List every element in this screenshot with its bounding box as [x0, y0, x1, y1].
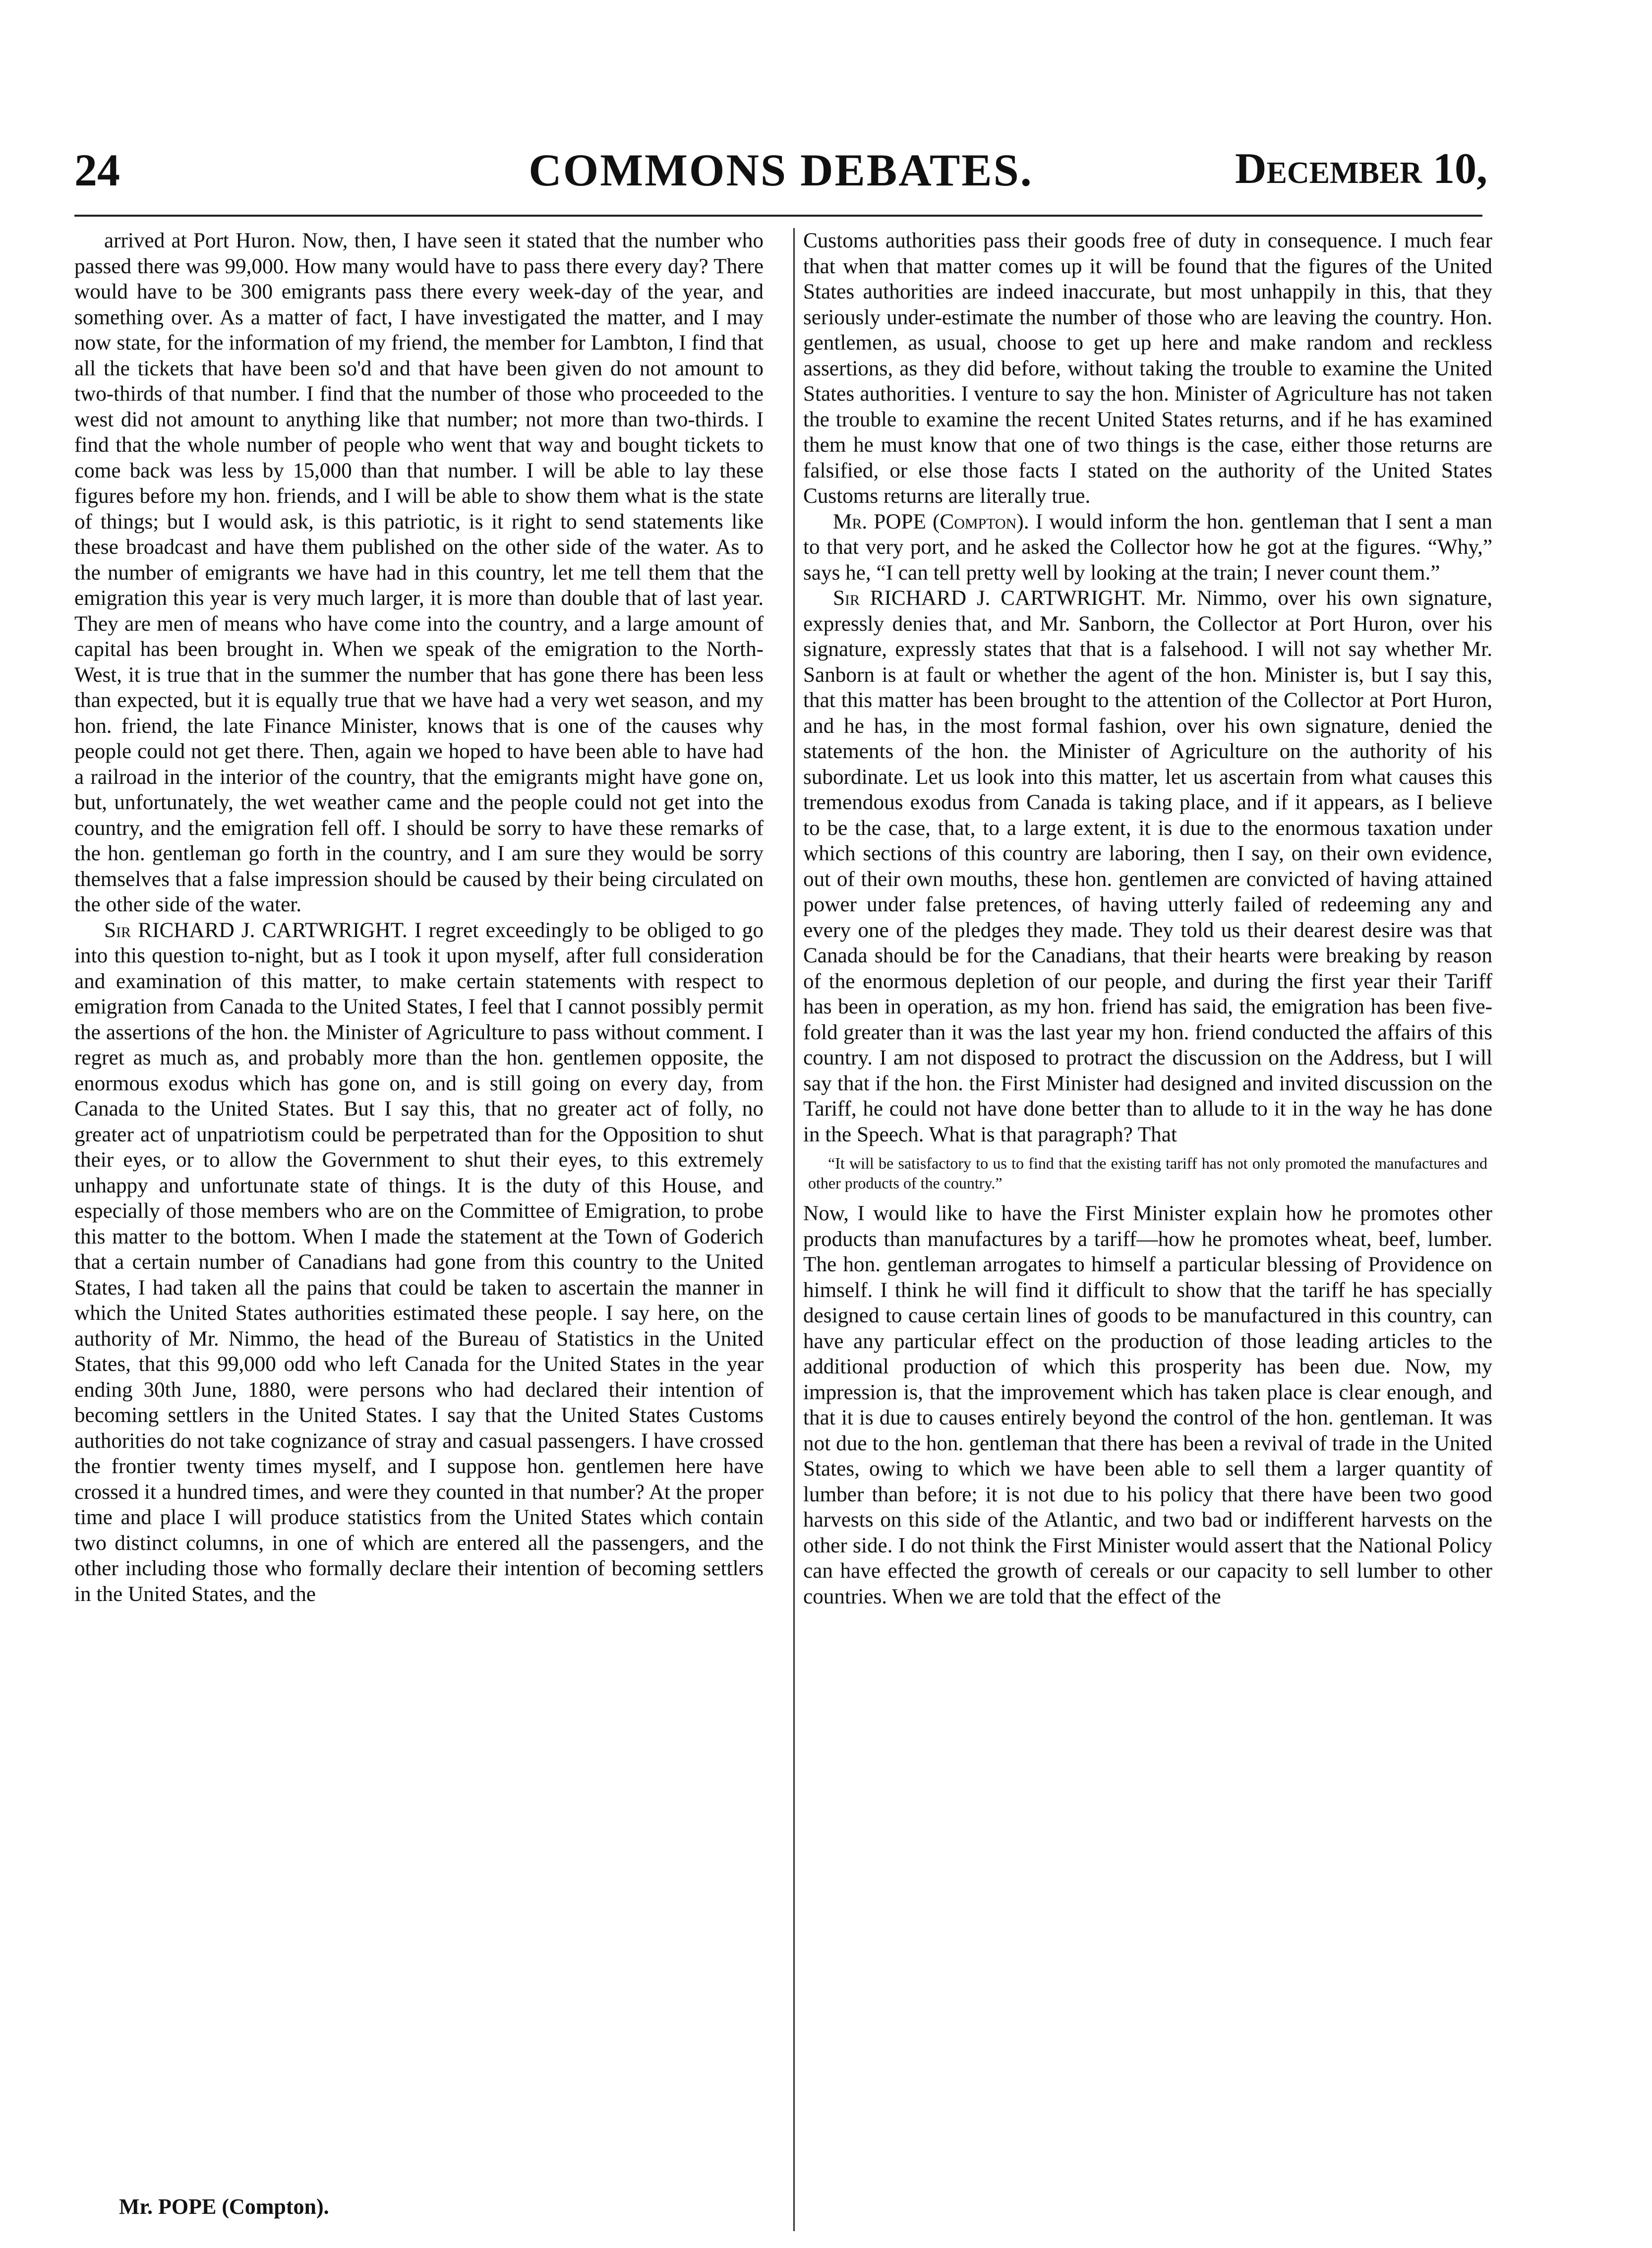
- column-divider: [793, 228, 795, 2231]
- speech-text: I would inform the hon. gentleman that I sent a man to that very port, and he asked the Collector how he got at the figures. “Why,” says he, “I can tell pretty well by looking at the train; I never count them.”: [803, 510, 1492, 585]
- paragraph: Now, I would like to have the First Minister explain how he promotes other products than manufactures by a tariff—how he promotes wheat, beef, lumber. The hon. gentleman arrogates to himself a particular blessing of Providence on himself. I think he will find it difficult to show that the tariff he has specially designed to cause certain lines of goods to be manufactured in this country, can have any particular effect on the production of those leading articles to the additional production of which this prosperity has been due. Now, my impression is, that the improvement which has taken place is clear enough, and that it is due to causes entirely beyond the control of the hon. gentleman. It was not due to the hon. gentleman that there has been a revival of trade in the United States, owing to which we have been able to sell them a larger quantity of lumber than before; it is not due to his policy that there have been two good harvests on this side of the Atlantic, and two bad or indifferent harvests on the other side. I do not think the First Minister would assert that the National Policy can have effected the growth of cereals or our capacity to sell lumber to other countries. When we are told that the effect of the: [803, 1202, 1492, 1608]
- page-number: 24: [74, 145, 120, 195]
- paragraph: Customs authorities pass their goods free of duty in consequence. I much fear that when that matter comes up it will be found that the figures of the United States authorities are indeed inaccurate, but most unhappily in this, that they seriously under-estimate the number of those who are leaving the country. Hon. gentlemen, as usual, choose to get up here and make random and reckless assertions, as they did before, without taking the trouble to examine the United States authorities. I venture to say the hon. Minister of Agriculture has not taken the trouble to examine the recent United States returns, and if he has examined them he must know that one of two things is the case, either those returns are falsified, or else those facts I stated on the authority of the United States Customs returns are literally true.: [803, 229, 1492, 508]
- right-column: [803, 228, 1492, 1609]
- speaker-name: Sir RICHARD J. CARTWRIGHT.: [104, 918, 408, 942]
- speaker-name: Mr. POPE (Compton).: [833, 510, 1029, 533]
- speech-text: I regret exceedingly to be obliged to go into this question to-night, but as I took it upon myself, after full consideration and examination of this matter, to make certain statements with respect to emigration from Canada to the United States, I feel that I cannot possibly permit the assertions of the hon. the Minister of Agriculture to pass without comment. I regret as much as, and probably more than the hon. gentlemen opposite, the enormous exodus which has gone on, and is still going on every day, from Canada to the United States. But I say this, that no greater act of folly, no greater act of unpatriotism could be perpetrated than for the Opposition to shut their eyes, or to allow the Government to shut their eyes, to this extremely unhappy and unfortunate state of things. It is the duty of this House, and especially of those members who are on the Committee of Emigration, to probe this matter to the bottom. When I made the statement at the Town of Goderich that a certain number of Canadians had gone from this country to the United States, I had taken all the pains that could be taken to ascertain the manner in which the United States authorities estimated these people. I say here, on the authority of Mr. Nimmo, the head of the Bureau of Statistics in the United States, that this 99,000 odd who left Canada for the United States in the year ending 30th June, 1880, were persons who had declared their intention of becoming settlers in the United States. I say that the United States Customs authorities do not take cognizance of stray and casual passengers. I have crossed the frontier twenty times myself, and I suppose hon. gentlemen here have crossed it a hundred times, and were they counted in that number? At the proper time and place I will produce statistics from the United States which contain two distinct columns, in one of which are entered all the passengers, and the other including those who formally declare their intention of becoming settlers in the United States, and the: [74, 918, 764, 1606]
- left-column: [74, 228, 764, 1607]
- header-date: December 10,: [1235, 145, 1487, 193]
- speech-paragraph: [74, 918, 764, 1607]
- footer-speaker-name: Mr. POPE (Compton).: [119, 2194, 329, 2219]
- page-header: [74, 144, 1487, 203]
- header-rule: [74, 215, 1482, 217]
- block-quote: “It will be satisfactory to us to find that the existing tariff has not only promoted the manufactures and other products of the country.”: [808, 1154, 1487, 1192]
- paragraph: arrived at Port Huron. Now, then, I have seen it stated that the number who passed there was 99,000. How many would have to pass there every day? There would have to be 300 emigrants pass there every week-day of the year, and something over. As a matter of fact, I have investigated the matter, and I may now state, for the information of my friend, the member for Lambton, I find that all the tickets that have been so'd and that have been given do not amount to two-thirds of that number. I find that the number of those who proceeded to the west did not amount to anything like that number; not more than two-thirds. I find that the whole number of people who went that way and bought tickets to come back was less by 15,000 than that number. I will be able to lay these figures before my hon. friends, and I will be able to show them what is the state of things; but I would ask, is this patriotic, is it right to send statements like these broadcast and have them published on the other side of the water. As to the number of emigrants we have had in this country, let me tell them that the emigration this year is very much larger, it is more than double that of last year. They are men of means who have come into the country, and a large amount of capital has been brought in. When we speak of the emigration to the North-West, it is true that in the summer the number that has gone there has been less than expected, but it is equally true that we have had a very wet season, and my hon. friend, the late Finance Minister, knows that is one of the causes why people could not get there. Then, again we hoped to have been able to have had a railroad in the interior of the country, that the emigrants might have gone on, but, unfortunately, the wet weather came and the people could not get into the country, and the emigration fell off. I should be sorry to have these remarks of the hon. gentleman go forth in the country, and I am sure they would be sorry themselves that a false impression should be caused by their being circulated on the other side of the water.: [74, 229, 764, 916]
- speaker-name: Sir RICHARD J. CARTWRIGHT.: [833, 587, 1146, 610]
- running-title: COMMONS DEBATES.: [529, 145, 1033, 195]
- speech-text: Mr. Nimmo, over his own signature, expressly denies that, and Mr. Sanborn, the Collector at Port Huron, over his signature, expressly states that that is a falsehood. I will not say whether Mr. Sanborn is at fault or whether the agent of the hon. Minister is, but I say this, that this matter has been brought to the attention of the Collector at Port Huron, and he has, in the most formal fashion, over his own signature, denied the statements of the hon. the Minister of Agriculture on the authority of his subordinate. Let us look into this matter, let us ascertain from what causes this tremendous exodus from Canada is taking place, and if it appears, as I believe to be the case, that, to a large extent, it is due to the enormous taxation under which sections of this country are laboring, then I say, on their own evidence, out of their own mouths, these hon. gentlemen are convicted of having attained power under false pretences, of having utterly failed of redeeming any and every one of the pledges they made. They told us their dearest desire was that Canada should be for the Canadians, that their hearts were breaking by reason of the enormous depletion of our people, and during the first year their Tariff has been in operation, as my hon. friend has said, the emigration has been five-fold greater than it was the last year my hon. friend conducted the affairs of this country. I am not disposed to protract the discussion on the Address, but I will say that if the hon. the First Minister had designed and invited discussion on the Tariff, he could not have done better than to allude to it in the way he has done in the Speech. What is that paragraph? That: [803, 587, 1493, 1146]
- speech-paragraph: [803, 586, 1492, 1147]
- speech-paragraph: [803, 509, 1492, 586]
